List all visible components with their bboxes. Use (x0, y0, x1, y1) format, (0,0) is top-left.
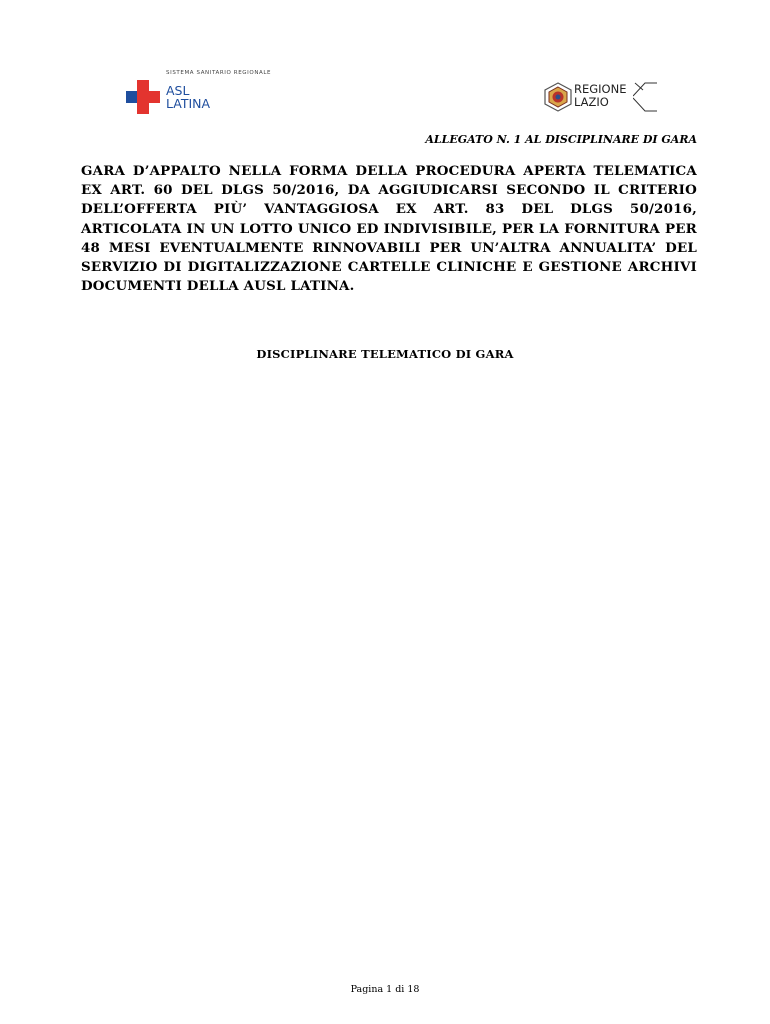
asl-system-label: SISTEMA SANITARIO REGIONALE (166, 70, 272, 76)
document-subtitle: DISCIPLINARE TELEMATICO DI GARA (256, 347, 514, 361)
asl-name-line2: LATINA (166, 96, 211, 111)
lazio-emblem-icon (543, 82, 573, 112)
asl-name-line1: ASL (166, 83, 190, 98)
lazio-name-line1: REGIONE (574, 82, 627, 96)
lazio-decoration-icon (633, 80, 658, 114)
asl-latina-logo (126, 70, 276, 116)
asl-cross-icon (126, 80, 160, 114)
regione-lazio-logo (543, 80, 658, 114)
document-title: GARA D’APPALTO NELLA FORMA DELLA PROCEDURA APERTA TELEMATICA EX ART. 60 DEL DLGS 50/2016, DA AGGIUDICARSI SECONDO IL CRITERIO DELL’OFFERTA PIÙ’ VANTAGGIOSA EX ART. 83 DEL DLGS 50/2016, ARTICOLATA IN UN LOTTO UNICO ED INDIVISIBILE, PER LA FORNITURA PER 48 MESI EVENTUALMENTE RINNOVABILI PER UN’ALTRA ANNUALITA’ DEL SERVIZIO DI DIGITALIZZAZIONE CARTELLE CLINICHE E GESTIONE ARCHIVI DOCUMENTI DELLA AUSL LATINA. (81, 163, 697, 295)
allegato-heading: ALLEGATO N. 1 AL DISCIPLINARE DI GARA (425, 133, 697, 146)
asl-name (166, 84, 210, 110)
lazio-name-line2: LAZIO (574, 95, 609, 109)
lazio-name (574, 83, 626, 109)
page-number: Pagina 1 di 18 (350, 984, 420, 995)
